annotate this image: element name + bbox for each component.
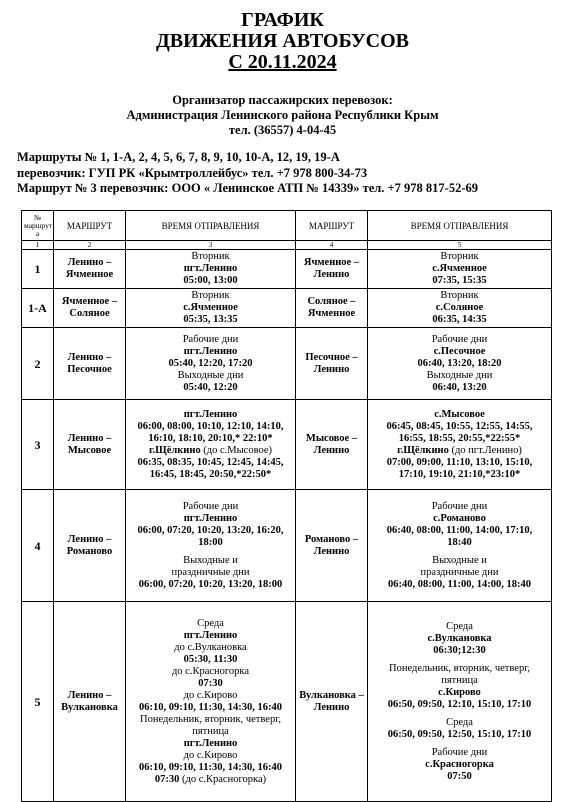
schedule-line: Вторник [440,290,479,301]
route-name-return: Вулкановка – Ленино [296,602,368,802]
schedule-line: 06:10, 09:10, 11:30, 14:30, 16:40 [139,761,282,773]
schedule-line: 06:50, 09:50, 12:10, 15:10, 17:10 [387,698,532,710]
route-name-return: Мысовое – Ленино [296,400,368,490]
departures-return [368,490,552,602]
departures-return [368,602,552,802]
schedule-line: Среда [446,620,473,632]
schedule-line: 06:10, 09:10, 11:30, 14:30, 16:40 [139,701,282,713]
schedule-line: пгт.Ленино [183,512,238,524]
schedule-line: Выходные и [432,554,487,566]
organizer-label: Организатор пассажирских перевозок: [172,93,393,107]
schedule-line: 06:35, 08:35, 10:45, 12:45, 14:45, [137,456,284,468]
table-row [22,289,552,328]
schedule-line: пгт.Ленино [183,263,238,274]
header-departure-1: ВРЕМЯ ОТПРАВЛЕНИЯ [126,211,296,241]
schedule-line: Понедельник, вторник, четверг, [389,662,530,674]
route-number: 1 [22,250,54,289]
header-route-2: МАРШРУТ [296,211,368,241]
table-row [22,490,552,602]
schedule-line: Вторник [191,290,230,301]
title-line-3: С 20.11.2024 [228,51,337,73]
header-departure-2: ВРЕМЯ ОТПРАВЛЕНИЯ [368,211,552,241]
schedule-line: 07:30 [198,677,223,689]
schedule-line: 06:40, 08:00, 11:00, 14:00, 17:10, [386,524,533,536]
departures-return [368,328,552,400]
schedule-line: 07:30 (до с.Красногорка) [154,773,267,785]
schedule-line: до с.Кирово [183,689,238,701]
schedule-line: 05:40, 12:20 [183,381,238,393]
schedule-line: Рабочие дни [431,500,488,512]
schedule-line: 18:00 [198,536,223,548]
schedule-line: 06:35, 14:35 [432,314,487,325]
route-name-outbound: Ленино – Мысовое [54,400,126,490]
schedule-line: 05:35, 13:35 [183,314,238,325]
departures-outbound [126,289,296,328]
route-name-outbound: Ленино – Ячменное [54,250,126,289]
schedule-line: с.Песочное [433,345,486,357]
header-route-number: № маршрут а [22,211,54,241]
schedule-line: 06:45, 08:45, 10:55, 12:55, 14:55, [386,420,533,432]
table-row [22,328,552,400]
route-name-return: Соляное – Ячменное [296,289,368,328]
schedule-line: пгт.Ленино [183,345,238,357]
table-row [22,602,552,802]
route-number: 5 [22,602,54,802]
schedule-line: Рабочие дни [431,333,488,345]
schedule-line: 06:40, 08:00, 11:00, 14:00, 18:40 [388,578,531,590]
organizer-phone: тел. (36557) 4-04-45 [228,123,337,137]
schedule-line: 07:00, 09:00, 11:10, 13:10, 15:10, [386,456,533,468]
table-row [22,400,552,490]
departures-outbound [126,490,296,602]
schedule-line: Понедельник, вторник, четверг, [140,713,281,725]
organizer-name: Администрация Ленинского района Республики Крым [126,108,439,122]
schedule-line: пгт.Ленино [183,629,238,641]
title-line-2: ДВИЖЕНИЯ АВТОБУСОВ [155,30,410,52]
schedule-line: Выходные дни [177,369,244,381]
schedule-line: праздничные дни [171,566,250,578]
route-name-return: Ячменное – Ленино [296,250,368,289]
column-index: 5 [368,241,552,250]
schedule-line: пятница [192,725,229,737]
route-name-return: Песочное – Ленино [296,328,368,400]
column-index: 2 [54,241,126,250]
schedule-line: праздничные дни [420,566,499,578]
departures-outbound [126,602,296,802]
route-number: 2 [22,328,54,400]
column-index: 3 [126,241,296,250]
schedule-line: 16:55, 18:55, 20:55,*22:55* [398,432,521,444]
departures-outbound [126,400,296,490]
schedule-line: с.Мысовое [434,408,485,420]
route-name-return: Романово – Ленино [296,490,368,602]
schedule-line: до с.Вулкановка [174,641,247,653]
schedule-line: 07:50 [447,770,472,782]
schedule-line: г.Щёлкино (до пгт.Ленино) [397,444,522,456]
departures-return [368,250,552,289]
departures-outbound [126,250,296,289]
schedule-line: 06:40, 13:20, 18:20 [417,357,502,369]
route-name-outbound: Ленино – Романово [54,490,126,602]
departures-outbound [126,328,296,400]
schedule-line: 07:35, 15:35 [432,275,487,286]
schedule-line: 06:00, 07:20, 10:20, 13:20, 16:20, [137,524,284,536]
routes-list: Маршруты № 1, 1-А, 2, 4, 5, 6, 7, 8, 9, 10, 10-А, 12, 19, 19-А [17,150,340,164]
schedule-line: 16:10, 18:10, 20:10,* 22:10* [148,432,273,444]
schedule-line: г.Щёлкино (до с.Мысовое) [148,444,273,456]
route-number: 3 [22,400,54,490]
schedule-line: с.Романово [433,512,486,524]
route-name-outbound: Ленино – Песочное [54,328,126,400]
schedule-line: с.Вулкановка [427,632,492,644]
carrier-2: Маршрут № 3 перевозчик: ООО « Ленинское АТП № 14339» тел. +7 978 817-52-69 [17,181,478,195]
schedule-table [21,210,552,802]
schedule-line: пгт.Ленино [183,737,238,749]
schedule-line: Рабочие дни [182,500,239,512]
route-name-outbound: Ленино – Вулкановка [54,602,126,802]
schedule-line: Вторник [191,251,230,262]
departures-return [368,289,552,328]
route-name-outbound: Ячменное – Соляное [54,289,126,328]
column-index-row [22,241,552,250]
column-index: 4 [296,241,368,250]
schedule-line: с.Ячменное [183,302,238,313]
schedule-line: 05:30, 11:30 [183,653,238,665]
schedule-line: пгт.Ленино [183,408,238,420]
schedule-line: Вторник [440,251,479,262]
schedule-line: 06:30;12:30 [433,644,486,656]
schedule-line: 06:00, 07:20, 10:20, 13:20, 18:00 [138,578,283,590]
table-row [22,250,552,289]
schedule-line: 06:40, 13:20 [432,381,487,393]
schedule-line: 05:40, 12:20, 17:20 [168,357,253,369]
schedule-line: пятница [441,674,478,686]
schedule-line: Среда [446,716,473,728]
column-index: 1 [22,241,54,250]
schedule-line: Среда [197,617,224,629]
schedule-line: Выходные дни [426,369,493,381]
schedule-line: 06:00, 08:00, 10:10, 12:10, 14:10, [137,420,284,432]
header-route-1: МАРШРУТ [54,211,126,241]
schedule-line: до с.Кирово [183,749,238,761]
route-number: 1-А [22,289,54,328]
title-line-1: ГРАФИК [241,9,324,31]
document-title [0,10,565,73]
schedule-line: с.Кирово [438,686,481,698]
schedule-line: 18:40 [447,536,472,548]
schedule-line: 16:45, 18:45, 20:50,*22:50* [149,468,272,480]
schedule-line: 17:10, 19:10, 21:10,*23:10* [398,468,521,480]
schedule-line: с.Ячменное [432,263,487,274]
schedule-line: Рабочие дни [431,746,488,758]
organizer-block [0,93,565,138]
route-number: 4 [22,490,54,602]
departures-return [368,400,552,490]
carrier-1: перевозчик: ГУП РК «Крымтроллейбус» тел. +7 978 800-34-73 [17,165,368,180]
schedule-line: 05:00, 13:00 [183,275,238,286]
schedule-line: до с.Красногорка [171,665,250,677]
carriers-block [17,150,565,197]
schedule-line: с.Соляное [435,302,484,313]
schedule-line: 06:50, 09:50, 12:50, 15:10, 17:10 [387,728,532,740]
schedule-line: Рабочие дни [182,333,239,345]
schedule-line: Выходные и [183,554,238,566]
schedule-line: с.Красногорка [425,758,494,770]
